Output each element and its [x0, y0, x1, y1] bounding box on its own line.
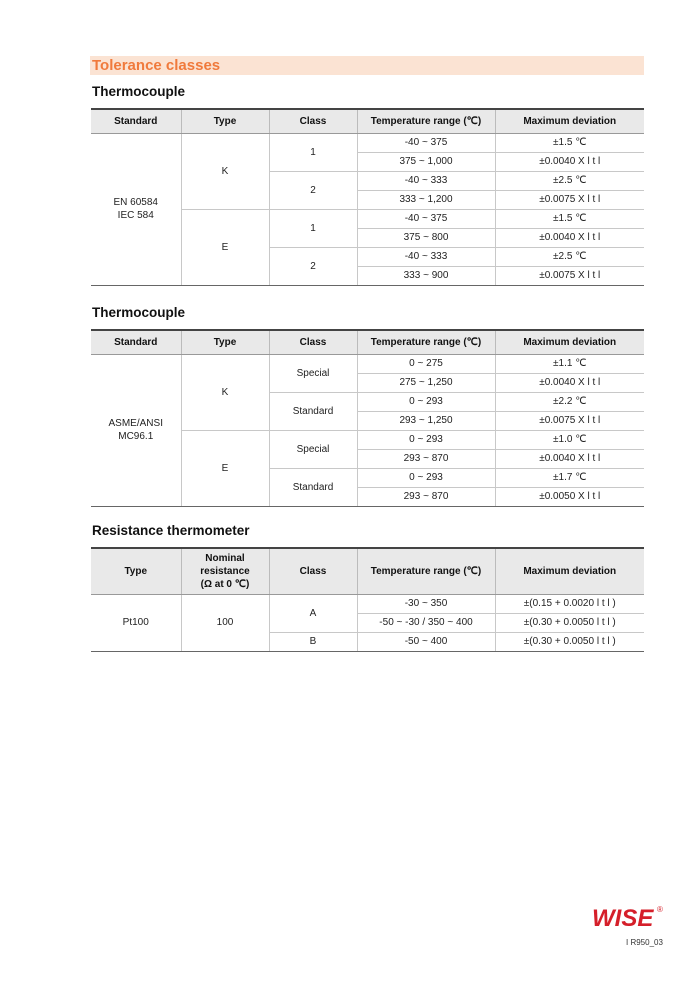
header-type: Type — [181, 109, 269, 133]
range-cell: 293 ~ 1,250 — [357, 411, 495, 430]
header-line: Nominal — [205, 552, 245, 564]
document-code: I R950_03 — [626, 938, 663, 947]
class-cell: 1 — [269, 133, 357, 171]
range-cell: -40 ~ 333 — [357, 247, 495, 266]
range-cell: 375 ~ 800 — [357, 228, 495, 247]
type-cell: K — [181, 354, 269, 430]
range-cell: 293 ~ 870 — [357, 487, 495, 506]
header-temperature-range: Temperature range (℃) — [357, 330, 495, 354]
header-maximum-deviation: Maximum deviation — [495, 548, 644, 594]
nominal-cell: 100 — [181, 594, 269, 651]
resistance-thermometer-title: Resistance thermometer — [92, 523, 250, 538]
class-cell: 1 — [269, 209, 357, 247]
deviation-cell: ±0.0040 X l t l — [495, 373, 644, 392]
class-cell: 2 — [269, 247, 357, 285]
range-cell: -40 ~ 375 — [357, 133, 495, 152]
deviation-cell: ±0.0075 X l t l — [495, 190, 644, 209]
range-cell: -40 ~ 375 — [357, 209, 495, 228]
table-row — [91, 133, 644, 152]
range-cell: -50 ~ 400 — [357, 632, 495, 651]
header-type: Type — [91, 548, 181, 594]
deviation-cell: ±0.0040 X l t l — [495, 449, 644, 468]
deviation-cell: ±2.2 ℃ — [495, 392, 644, 411]
standard-line: ASME/ANSI — [108, 418, 163, 429]
deviation-cell: ±0.0075 X l t l — [495, 411, 644, 430]
thermocouple-title-2: Thermocouple — [92, 305, 186, 320]
header-standard: Standard — [91, 109, 181, 133]
class-cell: Standard — [269, 392, 357, 430]
table-row — [91, 594, 644, 613]
wise-logo — [590, 904, 660, 930]
table-row — [91, 354, 644, 373]
deviation-cell: ±1.5 ℃ — [495, 133, 644, 152]
header-maximum-deviation: Maximum deviation — [495, 330, 644, 354]
class-cell: 2 — [269, 171, 357, 209]
standard-line: MC96.1 — [118, 431, 154, 442]
page-title: Tolerance classes — [92, 57, 221, 74]
range-cell: 333 ~ 1,200 — [357, 190, 495, 209]
range-cell: -40 ~ 333 — [357, 171, 495, 190]
thermocouple-table-1 — [91, 108, 644, 286]
deviation-cell: ±2.5 ℃ — [495, 247, 644, 266]
deviation-cell: ±0.0040 X l t l — [495, 152, 644, 171]
header-class: Class — [269, 548, 357, 594]
range-cell: 0 ~ 293 — [357, 430, 495, 449]
deviation-cell: ±(0.30 + 0.0050 l t l ) — [495, 613, 644, 632]
deviation-cell: ±1.0 ℃ — [495, 430, 644, 449]
range-cell: 275 ~ 1,250 — [357, 373, 495, 392]
deviation-cell: ±(0.15 + 0.0020 l t l ) — [495, 594, 644, 613]
deviation-cell: ±2.5 ℃ — [495, 171, 644, 190]
range-cell: 0 ~ 293 — [357, 392, 495, 411]
header-row — [91, 330, 644, 354]
class-cell: A — [269, 594, 357, 632]
thermocouple-table-2 — [91, 329, 644, 507]
type-cell: Pt100 — [91, 594, 181, 651]
deviation-cell: ±0.0075 X l t l — [495, 266, 644, 285]
class-cell: B — [269, 632, 357, 651]
type-cell: E — [181, 209, 269, 285]
deviation-cell: ±1.1 ℃ — [495, 354, 644, 373]
header-temperature-range: Temperature range (℃) — [357, 109, 495, 133]
range-cell: 375 ~ 1,000 — [357, 152, 495, 171]
standard-cell — [91, 133, 181, 285]
deviation-cell: ±1.7 ℃ — [495, 468, 644, 487]
standard-line: IEC 584 — [117, 210, 154, 221]
range-cell: 0 ~ 293 — [357, 468, 495, 487]
header-class: Class — [269, 330, 357, 354]
header-nominal-resistance — [181, 548, 269, 594]
range-cell: 333 ~ 900 — [357, 266, 495, 285]
header-class: Class — [269, 109, 357, 133]
standard-line: EN 60584 — [113, 197, 158, 208]
type-cell: K — [181, 133, 269, 209]
range-cell: -50 ~ -30 / 350 ~ 400 — [357, 613, 495, 632]
header-temperature-range: Temperature range (℃) — [357, 548, 495, 594]
class-cell: Special — [269, 354, 357, 392]
type-cell: E — [181, 430, 269, 506]
thermocouple-title-1: Thermocouple — [92, 84, 186, 99]
range-cell: 293 ~ 870 — [357, 449, 495, 468]
range-cell: -30 ~ 350 — [357, 594, 495, 613]
deviation-cell: ±(0.30 + 0.0050 l t l ) — [495, 632, 644, 651]
standard-cell — [91, 354, 181, 506]
header-standard: Standard — [91, 330, 181, 354]
deviation-cell: ±1.5 ℃ — [495, 209, 644, 228]
logo-text: WISE — [592, 905, 654, 930]
header-line: resistance — [200, 565, 250, 577]
header-row — [91, 548, 644, 594]
header-line: (Ω at 0 ℃) — [200, 578, 250, 590]
deviation-cell: ±0.0050 X l t l — [495, 487, 644, 506]
class-cell: Standard — [269, 468, 357, 506]
class-cell: Special — [269, 430, 357, 468]
resistance-thermometer-table — [91, 547, 644, 652]
range-cell: 0 ~ 275 — [357, 354, 495, 373]
deviation-cell: ±0.0040 X l t l — [495, 228, 644, 247]
header-row — [91, 109, 644, 133]
registered-mark: ® — [657, 905, 663, 914]
header-maximum-deviation: Maximum deviation — [495, 109, 644, 133]
header-type: Type — [181, 330, 269, 354]
